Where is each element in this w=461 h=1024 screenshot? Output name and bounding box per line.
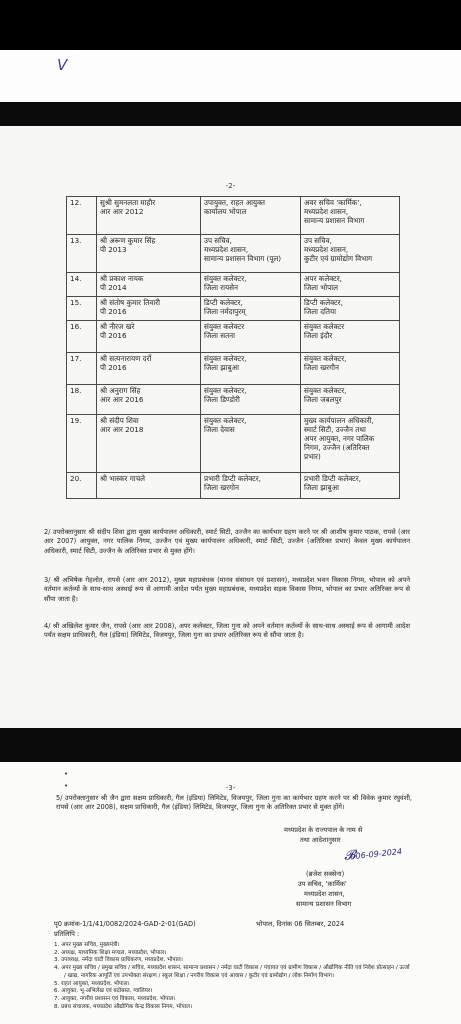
page-gap (0, 728, 461, 762)
new-posting-cell: डिप्टी कलेक्टर, जिला दतिया (301, 297, 400, 321)
officer-name-cell: सुश्री सुमनलता माहौर आर आर 2012 (97, 197, 201, 235)
new-posting-cell: संयुक्त कलेक्टर, जिला खरगौन (301, 353, 400, 385)
officer-name-cell: श्री अनुराग सिंह आर आर 2016 (97, 385, 201, 415)
serial-number-cell: 13. (67, 235, 97, 273)
page-number: -3- (225, 784, 236, 792)
table-row (67, 273, 400, 297)
handwritten-mark: V (57, 56, 68, 74)
current-posting-cell: संयुक्त कलेक्टर, जिला रायसेन (201, 273, 301, 297)
table-row (67, 235, 400, 273)
top-black-bar (0, 0, 461, 50)
governor-line-2: तथा आदेशानुसार (300, 836, 341, 844)
page-number: -2- (225, 182, 236, 190)
signatory-name: (ब्रजेश सक्सेना) (306, 870, 345, 878)
serial-number-cell: 18. (67, 385, 97, 415)
officer-name-cell: श्री संदीप शिवा आर आर 2018 (97, 415, 201, 473)
margin-bullet: • (64, 782, 69, 790)
paragraph-5: 5/ उपरोक्तानुसार श्री जैन द्वारा सक्षम प्राधिकारी, गैल (इंडिया) लिमिटेड, विजयपुर, जिला गुना का कार्यभार ग्रहण करने पर श्री विवेक कुमार रघुवंशी, रापसे (आर आर 2008), सक्षम प्राधिकारी, गैल (इंडिया) लिमिटेड, विजयपुर, जिला गुना के अतिरिक्त प्रभार से मुक्त होंगे। (56, 794, 412, 812)
document-page-2 (0, 126, 461, 728)
current-posting-cell: प्रभारी डिप्टी कलेक्टर, जिला खरगोन (201, 473, 301, 499)
table-row (67, 415, 400, 473)
new-posting-cell: अवर सचिव 'कार्मिक', मध्यप्रदेश शासन, सामान्य प्रशासन विभाग (301, 197, 400, 235)
new-posting-cell: संयुक्त कलेक्टर, जिला जबलपुर (301, 385, 400, 415)
new-posting-cell: अपर कलेक्टर, जिला भोपाल (301, 273, 400, 297)
signature-image: 𝓑06-09-2024 (343, 846, 403, 864)
governor-line-1: मध्यप्रदेश के राज्यपाल के नाम से (284, 826, 363, 834)
new-posting-cell: संयुक्त कलेक्टर जिला इंदौर (301, 321, 400, 353)
copy-list-item: 4. अपर मुख्य सचिव / प्रमुख सचिव / सचिव, मध्यप्रदेश शासन, सामान्य प्रशासन / नर्मदा घाटी विकास / पंचायत एवं ग्रामीण विकास / औद्योगिक नीति एवं निवेश प्रोत्साहन / ऊर्जा / खाद्य, नागरिक आपूर्ति एवं उपभोक्ता संरक्षण / स्कूल शिक्षा / नगरीय विकास एवं आवास / कुटीर एवं ग्रामोद्योग / लोक निर्माण विभाग। (54, 965, 410, 979)
officer-name-cell: श्री अरूण कुमार सिंह पी 2013 (97, 235, 201, 273)
serial-number-cell: 14. (67, 273, 97, 297)
table-row (67, 385, 400, 415)
signatory-title-3: सामान्य प्रशासन विभाग (296, 900, 352, 908)
serial-number-cell: 12. (67, 197, 97, 235)
table-row (67, 321, 400, 353)
current-posting-cell: डिप्टी कलेक्टर, जिला नर्मदापुरम् (201, 297, 301, 321)
paragraph-3: 3/ श्री अभिषेक गेहलोत, रापसे (आर आर 2012), मुख्य महाप्रबंधक (मानव संसाधन एवं प्रशासन), मध्यप्रदेश भवन विकास निगम, भोपाल को अपने वर्तमान कर्तव्यों के साथ-साथ अस्थाई रूप से आगामी आदेश पर्यंत मुख्य महाप्रबंधक, मध्यप्रदेश सड़क विकास निगम, भोपाल का प्रभार अतिरिक्त रूप से सौंपा जाता है। (44, 576, 410, 603)
serial-number-cell: 17. (67, 353, 97, 385)
officer-name-cell: श्री भास्कर गाचले (97, 473, 201, 499)
table-row (67, 353, 400, 385)
paragraph-2: 2/ उपरोक्तानुसार श्री संदीप शिवा द्वारा मुख्य कार्यपालन अधिकारी, स्मार्ट सिटी, उज्जैन का कार्यभार ग्रहण करने पर श्री आशीष कुमार पाठक, रापसे (आर आर 2007) आयुक्त, नगर पालिक निगम, उज्जैन एवं मुख्य कार्यपालन अधिकारी, स्मार्ट सिटी, उज्जैन (अतिरिक्त प्रभार) केवल मुख्य कार्यपालन अधिकारी, स्मार्ट सिटी, उज्जैन के अतिरिक्त प्रभार से मुक्त होंगे। (44, 528, 410, 555)
new-posting-cell: प्रभारी डिप्टी कलेक्टर, जिला झाबुआ (301, 473, 400, 499)
signatory-title-2: मध्यप्रदेश शासन, (304, 890, 345, 898)
current-posting-cell: उप सचिव, मध्यप्रदेश शासन, सामान्य प्रशासन विभाग (पूल) (201, 235, 301, 273)
new-posting-cell: मुख्य कार्यपालन अधिकारी, स्मार्ट सिटी, उज्जैन तथा अपर आयुक्त, नगर पालिक निगम, उज्जैन (अतिरिक्त प्रभार) (301, 415, 400, 473)
copy-list-item: 1. अपर मुख्य सचिव, मुख्यमंत्री। (54, 942, 120, 948)
officer-name-cell: श्री संतोष कुमार तिवारी पी 2016 (97, 297, 201, 321)
reference-number: पृ0 क्रमांक-1/1/41/0082/2024-GAD-2-01(GAD) (54, 920, 196, 928)
current-posting-cell: संयुक्त कलेक्टर जिला सतना (201, 321, 301, 353)
page-gap (0, 102, 461, 126)
current-posting-cell: उपायुक्त, राहत आयुक्त कार्यालय भोपाल (201, 197, 301, 235)
transfer-table (66, 196, 400, 499)
table-row (67, 473, 400, 499)
serial-number-cell: 16. (67, 321, 97, 353)
signatory-title-1: उप सचिव, 'कार्मिक' (298, 880, 347, 888)
document-page-3 (0, 762, 461, 1024)
officer-name-cell: श्री नीरज खरे पी 2016 (97, 321, 201, 353)
current-posting-cell: संयुक्त कलेक्टर, जिला देवास (201, 415, 301, 473)
copy-to-label: प्रतिलिपि : (54, 930, 80, 938)
serial-number-cell: 20. (67, 473, 97, 499)
copy-list-item: 8. प्रबंध संचालक, मध्यप्रदेश औद्योगिक केन्द्र विकास निगम, भोपाल। (54, 1003, 193, 1010)
officer-name-cell: श्री प्रकाश नायक पी 2014 (97, 273, 201, 297)
new-posting-cell: उप सचिव, मध्यप्रदेश शासन, कुटीर एवं ग्रामोद्योग विभाग (301, 235, 400, 273)
copy-list-item: 7. आयुक्त, नगरीय प्रशासन एवं विकास, मध्यप्रदेश, भोपाल। (54, 996, 176, 1003)
serial-number-cell: 19. (67, 415, 97, 473)
copy-list-item: 6. आयुक्त, भू-अभिलेख एवं बंदोबस्त, ग्वालियर। (54, 988, 153, 995)
table-row (67, 297, 400, 321)
officer-name-cell: श्री सत्यनारायण दर्रो पी 2016 (97, 353, 201, 385)
copy-list (54, 942, 410, 1011)
paragraph-4: 4/ श्री अखिलेश कुमार जैन, रापसे (आर आर 2008), अपर कलेक्टर, जिला गुना को अपने वर्तमान कर्तव्यों के साथ-साथ अस्थाई रूप से आगामी आदेश पर्यंत सक्षम प्राधिकारी, गैल (इंडिया) लिमिटेड, विजयपुर, जिला गुना का प्रभार अतिरिक्त रूप से सौंपा जाता है। (44, 622, 410, 640)
serial-number-cell: 15. (67, 297, 97, 321)
copy-list-item: 3. उपाध्यक्ष, नर्मदा घाटी विकास प्राधिकरण, मध्यप्रदेश, भोपाल। (54, 957, 183, 964)
copy-list-item: 5. राहत आयुक्त, मध्यप्रदेश, भोपाल। (54, 980, 130, 987)
current-posting-cell: संयुक्त कलेक्टर, जिला झाबुआ (201, 353, 301, 385)
current-posting-cell: संयुक्त कलेक्टर, जिला डिण्डोरी (201, 385, 301, 415)
place-date: भोपाल, दिनांक 06 सितम्बर, 2024 (256, 920, 345, 928)
margin-bullet: • (64, 770, 69, 778)
table-row (67, 197, 400, 235)
signature-date: 06-09-2024 (355, 846, 403, 861)
document-page-1-bottom (0, 50, 461, 102)
copy-list-item: 2. अध्यक्ष, माध्यमिक शिक्षा मण्डल, मध्यप्रदेश, भोपाल। (54, 949, 167, 956)
